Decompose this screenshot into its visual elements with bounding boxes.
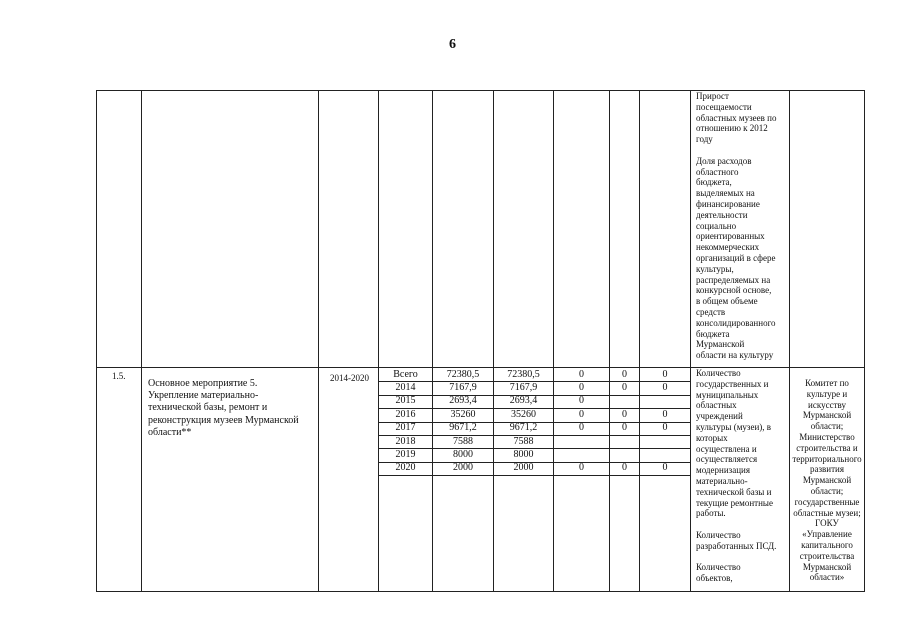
finance-cell-fed: 0 — [579, 462, 584, 474]
row2-indicators: Количество государственных и муниципальных областных учреждений культуры (музеи), в которых осуществлена и осуществляется модернизация материально- технической базы и текущие ремонтные работы. Количество разработанных ПСД. Количество объектов, — [696, 368, 777, 584]
col-line — [432, 90, 433, 592]
row2-period: 2014-2020 — [330, 373, 369, 383]
finance-cell-total: 8000 — [453, 448, 473, 460]
col-line — [378, 90, 379, 592]
col-line — [553, 90, 554, 592]
finance-cell-obl: 7588 — [513, 435, 534, 447]
finance-cell-year: 2019 — [395, 448, 416, 460]
finance-cell-obl: 2000 — [513, 462, 534, 474]
page-number: 6 — [449, 37, 456, 52]
finance-cell-year: 2018 — [395, 435, 416, 447]
row2-title: Основное мероприятие 5. Укрепление материально- технической базы, ремонт и реконструкция музеев Мурманской области** — [148, 378, 299, 438]
finance-cell-total: 35260 — [450, 408, 476, 420]
col-line — [318, 90, 319, 592]
col-line — [493, 90, 494, 592]
finance-cell-obl: 2693,4 — [509, 395, 538, 407]
col-line — [864, 90, 865, 592]
finance-cell-total: 72380,5 — [446, 368, 480, 380]
finance-cell-fed: 0 — [579, 408, 584, 420]
finance-cell-fed: 0 — [579, 395, 584, 407]
table-bottom-border — [96, 591, 864, 592]
col-line — [141, 90, 142, 592]
finance-cell-fed: 0 — [579, 381, 584, 393]
finance-cell-other: 0 — [662, 368, 668, 380]
finance-cell-fed: 0 — [579, 368, 584, 380]
finance-cell-obl: 72380,5 — [507, 368, 540, 380]
finance-row-line — [379, 475, 690, 476]
finance-cell-mun: 0 — [622, 381, 627, 393]
finance-cell-fed: 0 — [579, 422, 584, 434]
finance-cell-year: Всего — [393, 368, 418, 380]
col-line — [639, 90, 640, 592]
finance-cell-other: 0 — [662, 462, 668, 474]
finance-cell-other: 0 — [662, 408, 668, 420]
finance-cell-year: 2014 — [395, 381, 416, 393]
col-line — [690, 90, 691, 592]
finance-cell-total: 2693,4 — [449, 395, 477, 407]
finance-cell-mun: 0 — [622, 408, 627, 420]
col-line — [609, 90, 610, 592]
finance-cell-other: 0 — [662, 381, 668, 393]
finance-cell-obl: 9671,2 — [509, 422, 538, 434]
finance-cell-mun: 0 — [622, 422, 627, 434]
col-line — [96, 90, 97, 592]
finance-cell-year: 2020 — [395, 462, 416, 474]
row2-number: 1.5. — [112, 371, 126, 381]
finance-cell-total: 7167,9 — [449, 381, 477, 393]
finance-cell-obl: 35260 — [511, 408, 536, 420]
finance-cell-obl: 8000 — [513, 448, 534, 460]
finance-cell-total: 9671,2 — [449, 422, 477, 434]
finance-cell-year: 2015 — [395, 395, 416, 407]
row2-executors: Комитет по культуре и искусству Мурманской области; Министерство строительства и территориального развития Мурманской области; государственные областные музеи; ГОКУ «Управление капитального строительства Мурманской области» — [792, 378, 862, 583]
finance-cell-mun: 0 — [622, 462, 627, 474]
finance-cell-mun: 0 — [622, 368, 627, 380]
row1-indicators: Прирост посещаемости областных музеев по отношению к 2012 году Доля расходов областного бюджета, выделяемых на финансирование деятельности социально ориентированных некоммерческих организаций в сфере культуры, распределяемых на конкурсной основе, в общем объеме средств консолидированного бюджета Мурманской области на культуру — [696, 91, 777, 361]
finance-cell-year: 2017 — [395, 422, 416, 434]
finance-cell-total: 2000 — [453, 462, 473, 474]
finance-cell-other: 0 — [662, 422, 668, 434]
finance-cell-obl: 7167,9 — [509, 381, 538, 393]
finance-cell-total: 7588 — [453, 435, 473, 447]
finance-cell-year: 2016 — [395, 408, 416, 420]
